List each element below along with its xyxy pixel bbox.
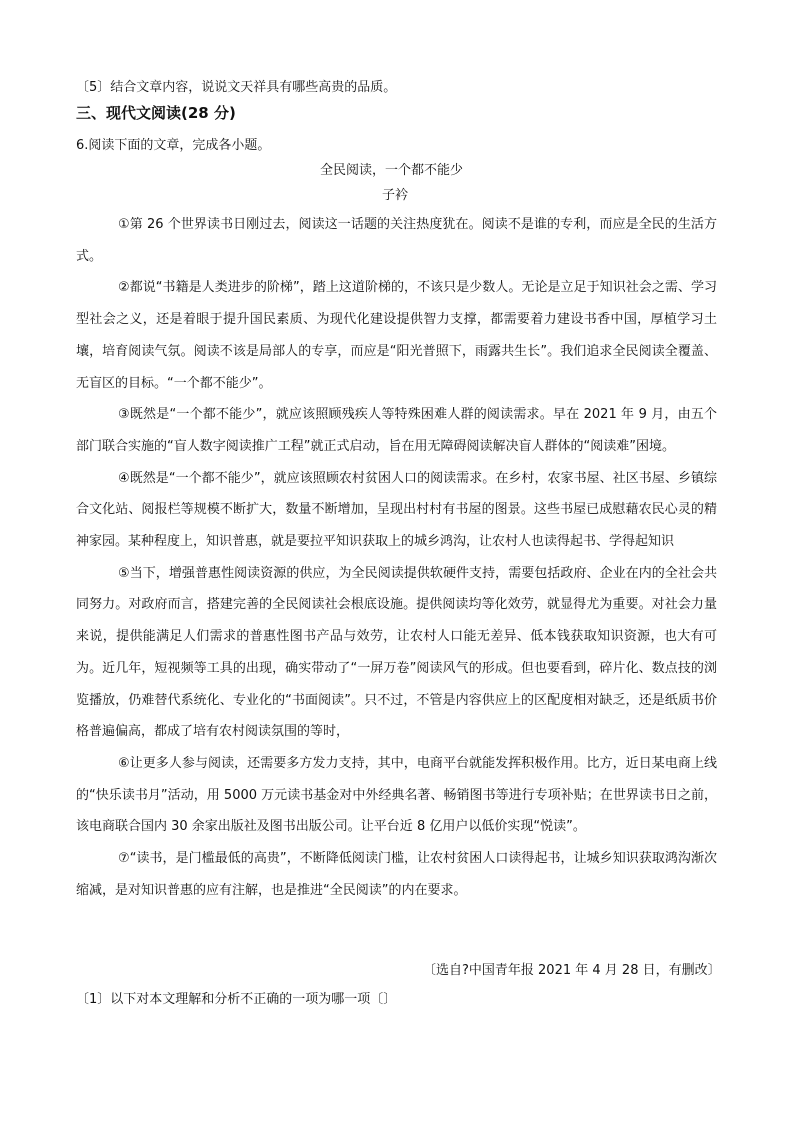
subquestion-1: 〔1〕以下对本文理解和分析不正确的一项为哪一项〔〕 [76,992,397,1007]
article-source: 〔选自?中国青年报 2021 年 4 月 28 日，有删改〕 [423,963,721,978]
paragraph-5: ⑤当下，增强普惠性阅读资源的供应，为全民阅读提供软硬件支持，需要包括政府、企业在内的全社会共同努力。对政府而言，搭建完善的全民阅读社会根底设施。提供阅读均等化效劳，就显得尤为重要。对社会力量来说，提供能满足人们需求的普惠性图书产品与效劳，让农村人口能无差异、低本钱获取知识资源，也大有可为。近几年，短视频等工具的出现，确实带动了“一屏万卷”阅读风气的形成。但也要看到，碎片化、数点技的浏览播放，仍难替代系统化、专业化的“书面阅读”。只不过，不管是内容供应上的区配度相对缺乏，还是纸质书价格普遍偏高，都成了培有农村阅读氛围的等时， [76,565,717,740]
paragraph-1: ①第 26 个世界读书日刚过去，阅读这一话题的关注热度犹在。阅读不是谁的专利，而应是全民的生活方式。 [76,217,717,264]
paragraph-7: ⑦“读书，是门槛最低的高贵”，不断降低阅读门槛，让农村贫困人口读得起书，让城乡知识获取鸿沟渐次缩减，是对知识普惠的应有注解，也是推进“全民阅读”的内在要求。 [76,851,717,898]
question-5: 〔5〕结合文章内容，说说文天祥具有哪些高贵的品质。 [76,80,397,95]
task-intro: 6.阅读下面的文章，完成各小题。 [76,138,271,153]
paragraph-3: ③既然是“一个都不能少”，就应该照顾残疾人等特殊困难人群的阅读需求。早在 2021 年 9 月，由五个部门联合实施的“盲人数字阅读推广工程”就正式启动，旨在用无障碍阅读解决盲人群体的“阅读难”困境。 [76,407,717,454]
article-author: 子衿 [382,188,409,203]
section-heading: 三、现代文阅读(28 分) [76,104,236,122]
article-title: 全民阅读，一个都不能少 [320,163,464,178]
article-body [76,209,717,906]
paragraph-2: ②都说“书籍是人类进步的阶梯”，踏上这道阶梯的，不该只是少数人。无论是立足于知识社会之需、学习型社会之义，还是着眼于提升国民素质、为现代化建设提供智力支撑，都需要着力建设书香中国，厚植学习土壤，培育阅读气氛。阅读不该是局部人的专享，而应是“阳光普照下，雨露共生长”。我们追求全民阅读全覆盖、无盲区的目标。“一个都不能少”。 [76,280,717,391]
paragraph-4: ④既然是“一个都不能少”，就应该照顾农村贫困人口的阅读需求。在乡村，农家书屋、社区书屋、乡镇综合文化站、阅报栏等规模不断扩大，数量不断增加，呈现出村村有书屋的图景。这些书屋已成慰藉农民心灵的精神家园。某种程度上，知识普惠，就是要拉平知识获取上的城乡鸿沟，让农村人也读得起书、学得起知识 [76,470,717,550]
paragraph-6: ⑥让更多人参与阅读，还需要多方发力支持，其中，电商平台就能发挥积极作用。比方，近日某电商上线的“快乐读书月”活动，用 5000 万元读书基金对中外经典名著、畅销图书等进行专项补贴；在世界读书日之前，该电商联合国内 30 余家出版社及图书出版公司。让平台近 8 亿用户以低价实现“悦读”。 [76,755,717,835]
